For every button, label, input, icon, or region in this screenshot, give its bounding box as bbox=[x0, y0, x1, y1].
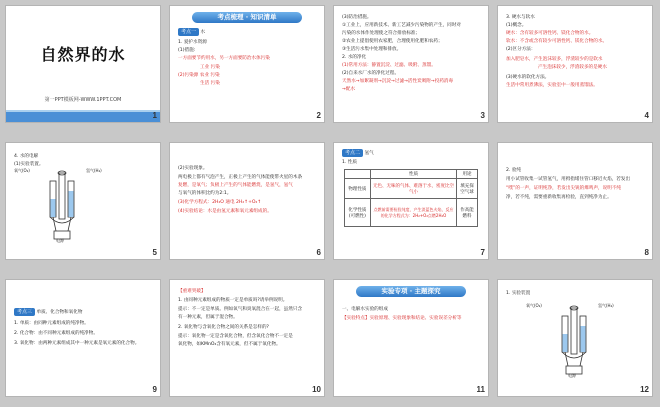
text-line: (3)防治措施。 bbox=[342, 15, 372, 20]
text-line: 两电极上都有气泡产生，正极上产生的气体能使带火星的木条 bbox=[178, 175, 303, 180]
text-line: 1. 性质 bbox=[342, 160, 358, 165]
text-line: ①工业上，应用新技术、新工艺减少污染物的产生，同时对 bbox=[342, 23, 461, 28]
text-line: 软水：不含或含有较少可溶性钙、镁化合物的水。 bbox=[506, 39, 608, 44]
text-line: ③生活污水集中处理和排放。 bbox=[342, 47, 402, 52]
slide-number: 5 bbox=[152, 248, 157, 257]
text-line: 生活 污染 bbox=[200, 81, 220, 86]
diagram-label: 氢气(H₂) bbox=[86, 168, 102, 173]
text-line: 与氧气的体积比约为2:1。 bbox=[178, 191, 232, 196]
slide-title: 自然界的水 bbox=[40, 45, 126, 64]
text-line: 【实验特点】实验原理、实验现象和结论、实验误差分析等 bbox=[342, 316, 462, 321]
slide-number: 11 bbox=[476, 385, 485, 394]
diagram-label: 电源 bbox=[568, 373, 576, 378]
slide-number: 6 bbox=[316, 248, 321, 257]
topic-tag: 考点一 bbox=[178, 28, 199, 36]
slide-number: 9 bbox=[152, 385, 157, 394]
text-line: 产生泡沫较少，浮渣较多的是硬水 bbox=[538, 65, 607, 70]
text-line: ②农业上提倡使用农家肥，合理使用化肥和农药； bbox=[342, 39, 443, 44]
table-header: 性质 bbox=[370, 170, 456, 179]
slide-number: 4 bbox=[644, 111, 649, 120]
slide-thumbnail[interactable] bbox=[334, 280, 488, 396]
text-line: 2. 化合物：由不同种元素组成的纯净物。 bbox=[14, 331, 98, 336]
text-line: 一方面要节约用水，另一方面要防治水体污染 bbox=[178, 56, 270, 61]
slide-thumbnail[interactable] bbox=[170, 280, 324, 396]
slide-number: 1 bbox=[152, 111, 157, 120]
slide-thumbnail[interactable] bbox=[498, 6, 652, 122]
diagram-label: 氢气(H₂) bbox=[598, 303, 614, 308]
slide-number: 7 bbox=[480, 248, 485, 257]
slide-thumbnail[interactable] bbox=[170, 143, 324, 259]
text-line: 提示：氧化物一定是含氧化合物，但含氧化合物不一定是 bbox=[178, 334, 293, 339]
table-cell: 物理性质 bbox=[345, 179, 371, 199]
text-line: (2)区分方法： bbox=[506, 47, 536, 52]
topic-text: 氢气 bbox=[364, 151, 374, 156]
text-line: 天然水→加絮凝剂→沉淀→过滤→活性炭吸附→投药消毒 bbox=[342, 79, 454, 84]
slide-number: 3 bbox=[480, 111, 485, 120]
text-line: 2. 验纯 bbox=[506, 168, 522, 173]
text-line: →配水 bbox=[342, 87, 356, 92]
table-header: 用途 bbox=[457, 170, 478, 179]
text-line: 1. 实验装置 bbox=[506, 291, 531, 296]
text-line: 2. 氧化物与含氧化合物之间的关系是怎样的? bbox=[178, 325, 269, 330]
slide-number: 2 bbox=[316, 111, 321, 120]
slide-subtitle: 第一PPT模板网-WWW.1PPT.COM bbox=[44, 97, 122, 103]
text-line: 提示：不一定是单质。例如氧气和臭氧混合在一起，虽然只含 bbox=[178, 307, 303, 312]
topic-text: 水 bbox=[200, 30, 206, 35]
slide-thumbnail[interactable] bbox=[334, 143, 488, 259]
table-cell: 点燃前需要检验纯度，产生淡蓝色火焰，反应的化学方程式为：2H₂+O₂点燃2H₂O bbox=[370, 199, 456, 227]
topic-tag: 考点二 bbox=[342, 149, 363, 157]
text-line: (1)实验装置。 bbox=[14, 162, 44, 167]
text-line: 4. 水的电解 bbox=[14, 154, 39, 159]
text-line: 用小试管收集一试管氢气，用拇指堵住管口移近火焰，若发出 bbox=[506, 177, 631, 182]
slide-thumbnail[interactable] bbox=[6, 6, 160, 122]
text-line: (3)化学方程式：2H₂O 通电 2H₂↑+O₂↑ bbox=[178, 200, 262, 205]
slide-thumbnail[interactable] bbox=[6, 143, 160, 259]
slide-thumbnail[interactable] bbox=[498, 143, 652, 259]
slide-thumbnail[interactable] bbox=[170, 6, 324, 122]
text-line: 3. 氧化物：由两种元素组成其中一种元素是氧元素的化合物。 bbox=[14, 341, 140, 346]
table-header bbox=[345, 170, 371, 179]
slide-number: 8 bbox=[644, 248, 649, 257]
text-line: 硬水：含有较多可溶性钙、镁化合物的水。 bbox=[506, 31, 594, 36]
text-line: 【重难突破】 bbox=[178, 289, 206, 294]
text-line: (3)硬水的软化方法。 bbox=[506, 75, 550, 80]
text-line: 1. 由同种元素组成的物质一定是单质吗?请举例说明。 bbox=[178, 298, 288, 303]
text-line: 净，若不纯，需要重新收集再检验，直到纯净为止。 bbox=[506, 195, 612, 200]
electrolysis-apparatus-diagram bbox=[32, 169, 92, 245]
table-cell: 作高能燃料 bbox=[457, 199, 478, 227]
text-line: 2. 水的净化 bbox=[342, 55, 367, 60]
text-line: 一、电解水实验的组成 bbox=[342, 307, 388, 312]
text-line: 氧化物，如KMnO₄含有氧元素，但不属于氧化物。 bbox=[178, 342, 281, 347]
slide-header: 实验专项 · 主题探究 bbox=[356, 286, 466, 297]
slide-thumbnail[interactable] bbox=[6, 280, 160, 396]
slide-number: 12 bbox=[640, 385, 649, 394]
text-line: (1)概念。 bbox=[506, 23, 527, 28]
diagram-label: 氧气(O₂) bbox=[14, 168, 30, 173]
text-line: 生活中常用煮沸法，实验室中一般用蒸馏法。 bbox=[506, 83, 598, 88]
text-line: 1. 单质：由同种元素组成的纯净物。 bbox=[14, 321, 89, 326]
text-line: 有一种元素，但属于混合物。 bbox=[178, 315, 238, 320]
text-line: 工业 污染 bbox=[200, 65, 220, 70]
topic-text: 单质、化合物和氧化物 bbox=[36, 310, 83, 315]
text-line: (1)措施: bbox=[178, 48, 196, 53]
text-line: 1. 爱护水资源 bbox=[178, 40, 207, 45]
text-line: (2)污染源 农业 污染 bbox=[178, 73, 220, 78]
slide-thumbnail[interactable] bbox=[498, 280, 652, 396]
text-line: 复燃，是氧气；负极上产生的气体能燃烧，是氢气，氢气 bbox=[178, 183, 293, 188]
slide-number: 10 bbox=[312, 385, 321, 394]
diagram-label: 氧气(O₂) bbox=[526, 303, 542, 308]
slide-header: 考点梳理 · 知识清单 bbox=[192, 12, 302, 23]
text-line: (1)常用方法：静置沉淀、过滤、吸附、蒸馏。 bbox=[342, 63, 436, 68]
diagram-label: 电源 bbox=[56, 238, 64, 243]
topic-tag: 考点三 bbox=[14, 308, 35, 316]
table-cell: 无色、无味的气体、难溶于水，密度比空气小 bbox=[370, 179, 456, 199]
hydrogen-properties-table bbox=[344, 169, 478, 227]
text-line: (2)自来水厂水的净化过程。 bbox=[342, 71, 400, 76]
text-line: 3. 硬水与软水 bbox=[506, 15, 535, 20]
text-line: “噗”的一声，证明纯净，若发出尖锐的爆鸣声，说明不纯 bbox=[506, 186, 622, 191]
text-line: 污染的水体作处理使之符合排放标准； bbox=[342, 31, 421, 36]
electrolysis-apparatus-diagram bbox=[544, 304, 604, 380]
text-line: (2)实验现象。 bbox=[178, 166, 208, 171]
text-line: 加入肥皂水，产生泡沫较多，浮渣较少的是软水 bbox=[506, 57, 603, 62]
slide-thumbnail[interactable] bbox=[334, 6, 488, 122]
table-cell: 化学性质(可燃性) bbox=[345, 199, 371, 227]
table-cell: 填充探空气球 bbox=[457, 179, 478, 199]
text-line: (4)实验结论：水是由氢元素和氧元素组成的。 bbox=[178, 209, 272, 214]
